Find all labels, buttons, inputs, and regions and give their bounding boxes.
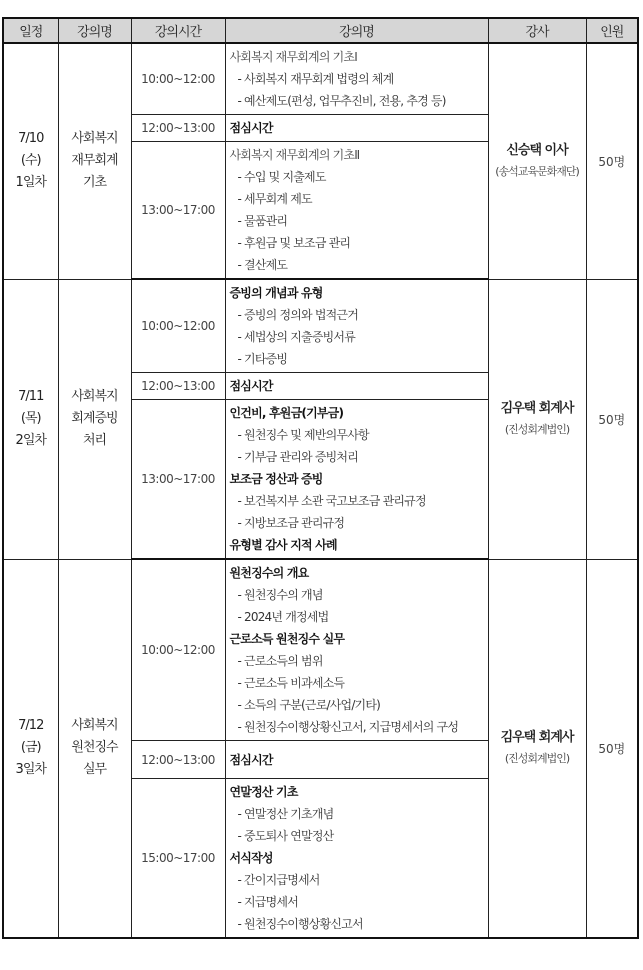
course-name-line: 처리 xyxy=(82,433,107,448)
content-heading: 근로소득 원천징수 실무 xyxy=(229,632,345,646)
session-time: 10:00~12:00 xyxy=(131,279,225,373)
session-time: 10:00~12:00 xyxy=(131,559,225,741)
content-item: - 기타증빙 xyxy=(230,348,484,370)
content-item: - 물품관리 xyxy=(230,210,484,232)
session-time: 13:00~17:00 xyxy=(131,142,225,280)
course-name-line: 회계증빙 xyxy=(71,411,118,426)
capacity: 50명 xyxy=(586,43,638,279)
session-content xyxy=(225,142,488,280)
course-name-line: 재무회계 xyxy=(71,153,118,169)
content-heading: 사회복지 재무회계의 기초Ⅰ xyxy=(229,50,357,64)
session-content xyxy=(225,779,488,939)
instructor-name: 신승택 이사 xyxy=(506,143,568,159)
content-heading: 점심시간 xyxy=(229,379,273,393)
session-row xyxy=(3,43,638,115)
instructor-organization: (진성회계법인) xyxy=(504,752,570,766)
content-item: - 연말정산 기초개념 xyxy=(230,803,484,825)
day-day-no: 1일차 xyxy=(15,175,46,191)
session-content xyxy=(225,559,488,741)
capacity: 50명 xyxy=(586,559,638,938)
content-heading: 유형별 감사 지적 사례 xyxy=(229,538,337,552)
session-content xyxy=(225,279,488,373)
session-content xyxy=(225,115,488,142)
content-heading: 점심시간 xyxy=(229,752,273,767)
content-item: - 근로소득의 범위 xyxy=(230,650,484,672)
session-time: 12:00~13:00 xyxy=(131,741,225,779)
content-item: - 세법상의 지출증빙서류 xyxy=(230,326,484,348)
course-name-line: 기초 xyxy=(82,175,107,191)
capacity: 50명 xyxy=(586,279,638,559)
instructor-name: 김우택 회계사 xyxy=(500,730,574,746)
header-capacity: 인원 xyxy=(586,18,638,43)
content-item: - 후원금 및 보조금 관리 xyxy=(230,232,484,254)
header-time: 강의시간 xyxy=(131,18,225,43)
day-day-no: 2일차 xyxy=(15,433,46,448)
course-name-cell xyxy=(58,43,131,279)
header-instructor: 강사 xyxy=(488,18,586,43)
instructor-organization: (진성회계법인) xyxy=(504,423,570,436)
instructor-cell xyxy=(488,43,586,279)
session-time: 12:00~13:00 xyxy=(131,373,225,400)
content-item: - 결산제도 xyxy=(230,254,484,276)
day-day-no: 3일차 xyxy=(15,762,46,778)
content-item: - 2024년 개정세법 xyxy=(230,606,484,628)
content-item: - 원천징수 및 제반의무사항 xyxy=(230,424,484,446)
content-item: - 간이지급명세서 xyxy=(230,869,484,891)
content-heading: 점심시간 xyxy=(229,121,273,135)
day-cell xyxy=(3,43,58,279)
content-item: - 예산제도(편성, 업무추진비, 전용, 추경 등) xyxy=(230,90,484,112)
course-name-cell xyxy=(58,279,131,559)
content-item: - 원천징수이행상황신고서, 지급명세서의 구성 xyxy=(230,716,484,738)
content-item: - 지급명세서 xyxy=(230,891,484,913)
day-date: 7/11 xyxy=(18,389,44,404)
course-name-line: 실무 xyxy=(82,762,107,778)
content-item: - 보건복지부 소관 국고보조금 관리규정 xyxy=(230,490,484,512)
content-item: - 근로소득 비과세소득 xyxy=(230,672,484,694)
content-item: - 원천징수이행상황신고서 xyxy=(230,913,484,935)
course-name-line: 사회복지 xyxy=(71,131,118,147)
course-name-line: 사회복지 xyxy=(71,718,118,734)
instructor-cell xyxy=(488,559,586,938)
content-heading: 서식작성 xyxy=(229,851,273,865)
session-time: 12:00~13:00 xyxy=(131,115,225,142)
content-item: - 증빙의 정의와 법적근거 xyxy=(230,304,484,326)
content-item: - 사회복지 재무회계 법령의 체계 xyxy=(230,68,484,90)
header-content: 강의명 xyxy=(225,18,488,43)
content-heading: 원천징수의 개요 xyxy=(229,566,309,580)
content-heading: 연말정산 기초 xyxy=(229,785,298,799)
course-name-cell xyxy=(58,559,131,938)
instructor-organization: (송석교육문화재단) xyxy=(495,165,579,179)
content-item: - 지방보조금 관리규정 xyxy=(230,512,484,534)
day-date: 7/10 xyxy=(18,131,44,147)
day-weekday: (금) xyxy=(20,740,41,756)
content-heading: 사회복지 재무회계의 기초Ⅱ xyxy=(229,148,360,162)
content-item: - 중도퇴사 연말정산 xyxy=(230,825,484,847)
content-item: - 기부금 관리와 증빙처리 xyxy=(230,446,484,468)
schedule-table xyxy=(2,17,639,939)
day-date: 7/12 xyxy=(18,718,44,734)
session-time: 15:00~17:00 xyxy=(131,779,225,939)
content-heading: 보조금 정산과 증빙 xyxy=(229,472,323,486)
session-content xyxy=(225,741,488,779)
header-row xyxy=(3,18,638,43)
session-time: 10:00~12:00 xyxy=(131,43,225,115)
day-weekday: (목) xyxy=(20,411,41,426)
session-row xyxy=(3,279,638,373)
session-content xyxy=(225,400,488,560)
header-schedule: 일정 xyxy=(3,18,58,43)
course-name-line: 원천징수 xyxy=(71,740,118,756)
content-heading: 증빙의 개념과 유형 xyxy=(229,286,323,300)
content-item: - 소득의 구분(근로/사업/기타) xyxy=(230,694,484,716)
day-cell xyxy=(3,279,58,559)
instructor-name: 김우택 회계사 xyxy=(500,401,574,416)
session-content xyxy=(225,43,488,115)
course-name-line: 사회복지 xyxy=(71,389,118,404)
instructor-cell xyxy=(488,279,586,559)
content-item: - 세무회계 제도 xyxy=(230,188,484,210)
content-item: - 수입 및 지출제도 xyxy=(230,166,484,188)
session-content xyxy=(225,373,488,400)
content-item: - 원천징수의 개념 xyxy=(230,584,484,606)
content-heading: 인건비, 후원금(기부금) xyxy=(229,406,344,420)
session-time: 13:00~17:00 xyxy=(131,400,225,560)
schedule-body xyxy=(3,43,638,938)
header-course: 강의명 xyxy=(58,18,131,43)
day-cell xyxy=(3,559,58,938)
day-weekday: (수) xyxy=(20,153,41,169)
session-row xyxy=(3,559,638,741)
